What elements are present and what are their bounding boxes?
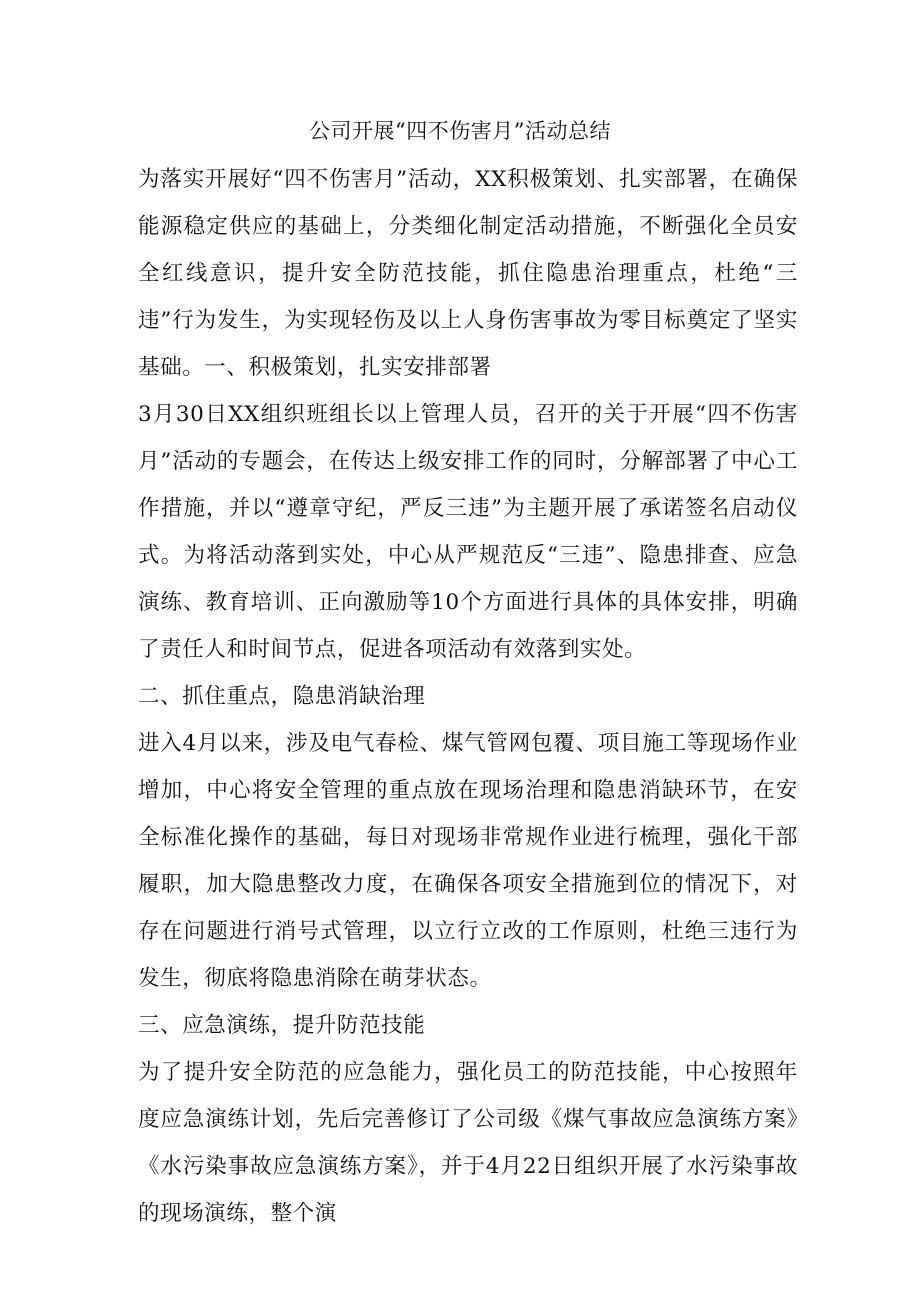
section-heading-drill: 三、应急演练，提升防范技能	[138, 1013, 426, 1038]
document-body	[138, 156, 798, 1237]
paragraph-hazard: 进入4月以来，涉及电气春检、煤气管网包覆、项目施工等现场作业增加，中心将安全管理的重点放在现场治理和隐患消缺环节，在安全标准化操作的基础，每日对现场非常规作业进行梳理，强化干部履职，加大隐患整改力度，在确保各项安全措施到位的情况下，对存在问题进行消号式管理，以立行立改的工作原则，杜绝三违行为发生，彻底将隐患消除在萌芽状态。	[138, 731, 798, 991]
paragraph-intro: 为落实开展好“四不伤害月”活动，XX积极策划、扎实部署，在确保能源稳定供应的基础上，分类细化制定活动措施，不断强化全员安全红线意识，提升安全防范技能，抓住隐患治理重点，杜绝“三违”行为发生，为实现轻伤及以上人身伤害事故为零目标奠定了坚实基础。一、积极策划，扎实安排部署	[138, 167, 798, 380]
paragraph-planning: 3月30日XX组织班组长以上管理人员，召开的关于开展“四不伤害月”活动的专题会，在传达上级安排工作的同时，分解部署了中心工作措施，并以“遵章守纪，严反三违”为主题开展了承诺签名启动仪式。为将活动落到实处，中心从严规范反“三违”、隐患排查、应急演练、教育培训、正向激励等10个方面进行具体的具体安排，明确了责任人和时间节点，促进各项活动有效落到实处。	[138, 402, 798, 662]
section-heading-hazard: 二、抓住重点，隐患消缺治理	[138, 684, 426, 709]
paragraph-drill: 为了提升安全防范的应急能力，强化员工的防范技能，中心按照年度应急演练计划，先后完善修订了公司级《煤气事故应急演练方案》《水污染事故应急演练方案》，并于4月22日组织开展了水污染事故的现场演练，整个演	[138, 1060, 798, 1226]
document-title: 公司开展“四不伤害月”活动总结	[309, 119, 611, 143]
